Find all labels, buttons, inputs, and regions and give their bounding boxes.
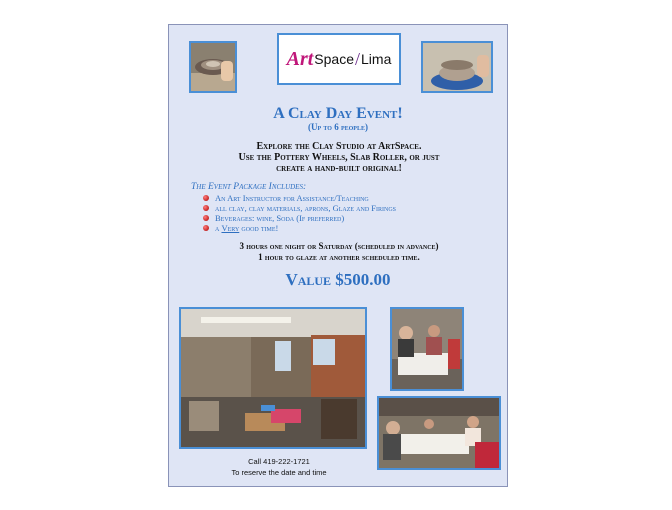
list-item (203, 223, 483, 233)
bullet-icon (203, 215, 209, 221)
pottery-bowl-photo-right (421, 41, 493, 93)
intro-text (189, 141, 489, 174)
schedule-line: 3 hours one night or Saturday (scheduled in advance) (239, 241, 439, 251)
value-label: Value $500.00 (285, 270, 391, 289)
contact-info (199, 456, 359, 478)
intro-line: Use the Pottery Wheels, Slab Roller, or just (238, 152, 440, 163)
bullet-icon (203, 205, 209, 211)
logo-art: Art (286, 47, 314, 70)
class-photo-bottom (377, 396, 501, 470)
logo-lima: Lima (361, 51, 392, 67)
list-item (203, 203, 483, 213)
list-item (203, 193, 483, 203)
studio-photo (179, 307, 367, 449)
package-item-label: An Art Instructor for Assistance/Teaching (215, 193, 369, 203)
schedule-line: 1 hour to glaze at another scheduled time. (258, 252, 420, 262)
event-subtitle: (Up to 6 people) (308, 122, 368, 132)
bullet-icon (203, 195, 209, 201)
package-item-emphasis: Very (221, 223, 240, 233)
bullet-icon (203, 225, 209, 231)
intro-line: Explore the Clay Studio at ArtSpace. (256, 141, 422, 152)
event-title: A Clay Day Event! (273, 105, 403, 122)
class-photo-top (390, 307, 464, 391)
package-item-suffix: good time! (239, 223, 279, 233)
pottery-wheel-photo-left (189, 41, 237, 93)
logo-space: Space (314, 51, 354, 67)
logo-slash: / (355, 48, 361, 69)
phone-number: Call 419-222-1721 (248, 457, 310, 466)
package-item-prefix: a (215, 223, 222, 233)
intro-line: create a hand-built original! (276, 163, 402, 174)
package-heading: The Event Package Includes: (191, 182, 307, 192)
flyer (168, 24, 508, 487)
package-list (203, 193, 483, 233)
artspace-lima-logo (277, 33, 401, 85)
reservation-note: To reserve the date and time (231, 468, 327, 477)
package-item-label: Beverages: wine, Soda (If preferred) (215, 213, 345, 223)
list-item (203, 213, 483, 223)
package-item-label: all clay, clay materials, aprons, Glaze and Firings (215, 203, 397, 213)
schedule-text (189, 241, 489, 263)
